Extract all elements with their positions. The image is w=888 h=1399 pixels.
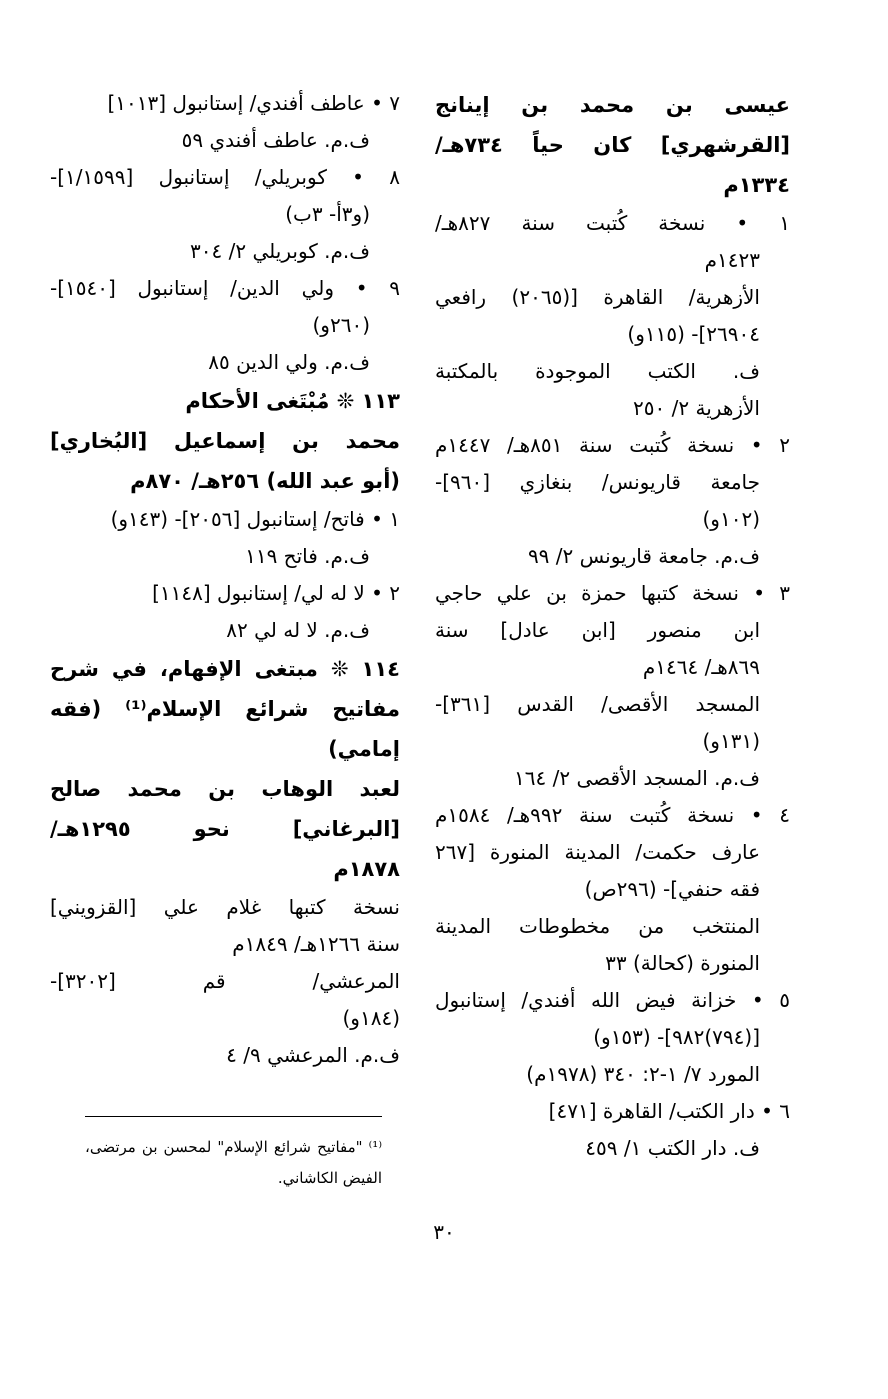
entry-text-line: سنة ١٢٦٦هـ/ ١٨٤٩م: [232, 932, 400, 956]
entry-text-line: ٢٦٩٠٤]- (١١٥و): [627, 322, 760, 346]
entry-text-line: المرعشي/ قم [٣٢٠٢]-: [50, 969, 400, 993]
entry-heading-line: محمد بن إسماعيل [البُخاري]: [50, 429, 400, 453]
entry-text-line: ف. الكتب الموجودة بالمكتبة: [435, 359, 760, 383]
footnote-rule: [85, 1116, 382, 1117]
entry-text-line: (١٣١و): [702, 729, 760, 753]
entry-text-line: ١٤٢٣م: [704, 248, 760, 272]
entry-text-line: ٩ • ولي الدين/ إستانبول [١٥٤٠]-: [50, 276, 400, 300]
entry-text-line: ١ • فاتح/ إستانبول [٢٠٥٦]- (١٤٣و): [110, 507, 400, 531]
entry-text-line: ف.م. المرعشي ٩/ ٤: [226, 1043, 400, 1067]
entry-text-line: ٢ • نسخة كُتبت سنة ٨٥١هـ/ ١٤٤٧م: [435, 433, 790, 457]
entry-text-line: [(٧٩٤)٩٨٢]- (١٥٣و): [593, 1025, 760, 1049]
entry-text-line: ابن منصور [ابن عادل] سنة: [435, 618, 760, 642]
entry-heading-line: (أبو عبد الله) ٢٥٦هـ/ ٨٧٠م: [130, 469, 400, 493]
entry-text-line: (١٨٤و): [342, 1006, 400, 1030]
page-number: ٣٠: [433, 1220, 455, 1244]
entry-text-line: ٨٦٩هـ/ ١٤٦٤م: [642, 655, 760, 679]
entry-text-line: ٣ • نسخة كتبها حمزة بن علي حاجي: [435, 581, 790, 605]
entry-heading-line: ١١٣ ❊ مُبْتَغى الأحكام: [185, 389, 400, 413]
entry-text-line: المنتخب من مخطوطات المدينة: [435, 914, 760, 938]
entry-text-line: ٨ • كوبريلي/ إستانبول [١/١٥٩٩]-: [50, 165, 400, 189]
footnote-line: ⁽¹⁾ "مفاتيح شرائع الإسلام" لمحسن بن مرتضى،: [85, 1138, 382, 1156]
entry-text-line: الأزهرية/ القاهرة [(٢٠٦٥) رافعي: [435, 285, 760, 309]
entry-text-line: المورد ٧/ ١-٢: ٣٤٠ (١٩٧٨م): [526, 1062, 760, 1086]
entry-text-line: ف.م. عاطف أفندي ٥٩: [181, 128, 370, 152]
entry-heading-line: ١٨٧٨م: [333, 857, 400, 881]
entry-heading-line: مفاتيح شرائع الإسلام⁽¹⁾ (فقه: [50, 697, 401, 721]
entry-text-line: ف.م. لا له لي ٨٢: [226, 618, 370, 642]
entry-text-line: ١ • نسخة كُتبت سنة ٨٢٧هـ/: [435, 211, 790, 235]
entry-text-line: ٢ • لا له لي/ إستانبول [١١٤٨]: [152, 581, 400, 605]
entry-heading-line: عيسى بن محمد بن إينانج: [435, 93, 790, 117]
entry-heading-line: لعبد الوهاب بن محمد صالح: [50, 777, 400, 801]
entry-text-line: ف.م. ولي الدين ٨٥: [208, 350, 370, 374]
entry-text-line: المسجد الأقصى/ القدس [٣٦١]-: [435, 692, 760, 716]
entry-text-line: (٢٦٠و): [312, 313, 370, 337]
left-column: [50, 85, 400, 1074]
right-column: [435, 85, 790, 1167]
entry-heading-line: ١١٤ ❊ مبتغى الإفهام، في شرح: [50, 657, 400, 681]
entry-text-line: عارف حكمت/ المدينة المنورة [٢٦٧: [435, 840, 760, 864]
entry-text-line: ٧ • عاطف أفندي/ إستانبول [١٠١٣]: [107, 91, 400, 115]
entry-text-line: المنورة (كحالة) ٣٣: [605, 951, 760, 975]
entry-text-line: ف.م. كوبريلي ٢/ ٣٠٤: [190, 239, 370, 263]
entry-text-line: (١٠٢و): [702, 507, 760, 531]
entry-text-line: ٤ • نسخة كُتبت سنة ٩٩٢هـ/ ١٥٨٤م: [435, 803, 790, 827]
footnote-line: الفيض الكاشاني.: [277, 1169, 382, 1187]
entry-text-line: ف. دار الكتب ١/ ٤٥٩: [585, 1136, 760, 1160]
entry-text-line: (و٣أ- ٣ب): [285, 202, 370, 226]
entry-text-line: ف.م. جامعة قاريونس ٢/ ٩٩: [527, 544, 760, 568]
entry-text-line: جامعة قاريونس/ بنغازي [٩٦٠]-: [435, 470, 760, 494]
entry-heading-line: [البرغاني] نحو ١٢٩٥هـ/: [50, 817, 400, 841]
entry-text-line: نسخة كتبها غلام علي [القزويني]: [50, 895, 400, 919]
entry-text-line: ٦ • دار الكتب/ القاهرة [٤٧١]: [548, 1099, 790, 1123]
footnote: [85, 1132, 382, 1194]
entry-text-line: ف.م. المسجد الأقصى ٢/ ١٦٤: [514, 766, 760, 790]
entry-heading-line: إمامي): [328, 737, 400, 761]
entry-heading-line: ١٣٣٤م: [723, 173, 790, 197]
entry-heading-line: [القرشهري] كان حياً ٧٣٤هـ/: [435, 133, 790, 157]
entry-text-line: ٥ • خزانة فيض الله أفندي/ إستانبول: [435, 988, 790, 1012]
entry-text-line: ف.م. فاتح ١١٩: [245, 544, 370, 568]
entry-text-line: الأزهرية ٢/ ٢٥٠: [633, 396, 760, 420]
entry-text-line: فقه حنفي]- (٢٩٦ص): [584, 877, 760, 901]
